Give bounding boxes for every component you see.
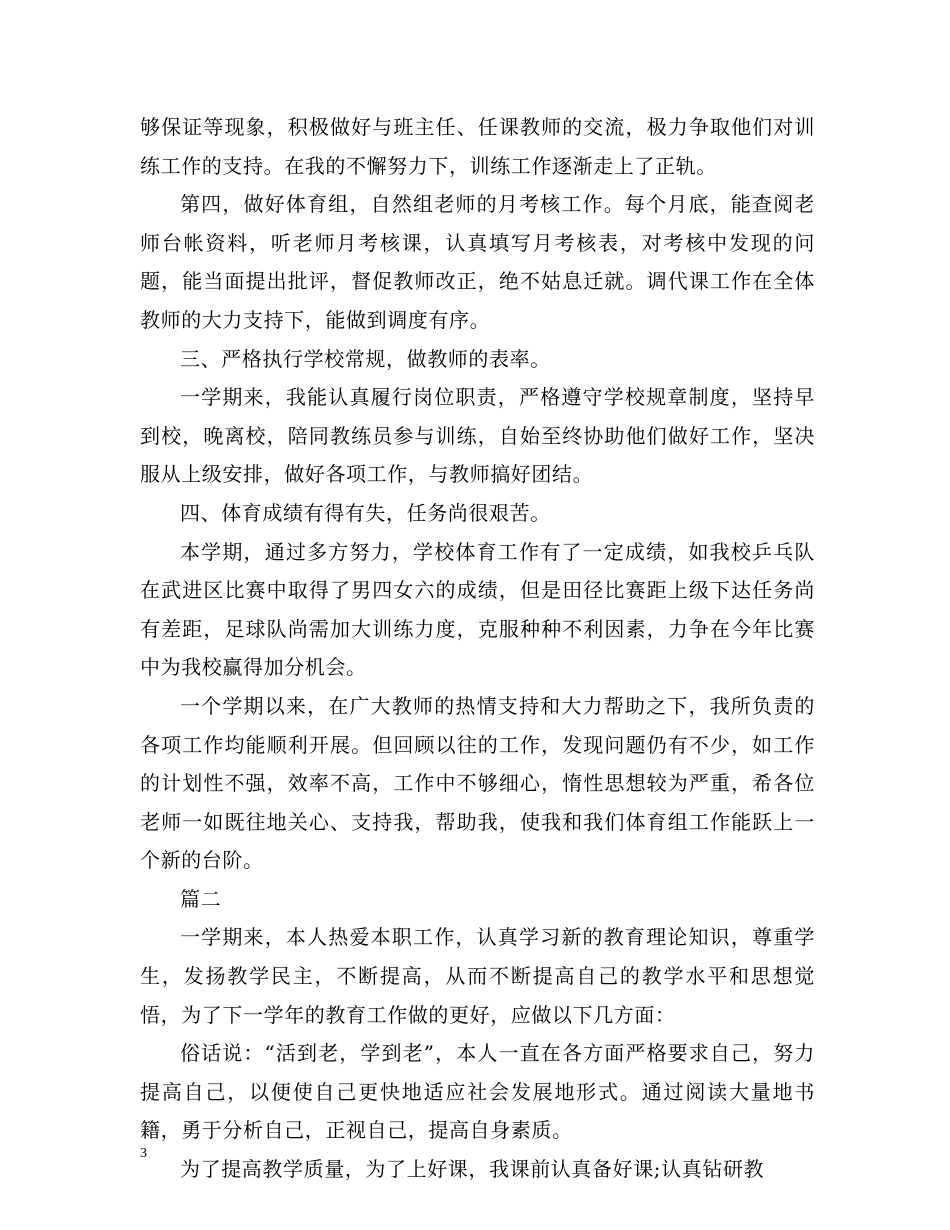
paragraph-6: 本学期，通过多方努力，学校体育工作有了一定成绩，如我校乒乓队在武进区比赛中取得了男四女六的成绩，但是田径比赛距上级下达任务尚有差距，足球队尚需加大训练力度，克服种种不利因素，力争在今年比赛中为我校赢得加分机会。 bbox=[140, 539, 815, 680]
paragraph-11: 为了提高教学质量，为了上好课，我课前认真备好课;认真钻研教 bbox=[180, 1157, 765, 1182]
section-heading-4: 四、体育成绩有得有失，任务尚很艰苦。 bbox=[180, 500, 551, 525]
section-heading-3: 三、严格执行学校常规，做教师的表率。 bbox=[180, 346, 551, 371]
document-body bbox=[140, 108, 815, 1189]
paragraph-7: 一个学期以来，在广大教师的热情支持和大力帮助之下，我所负责的各项工作均能顺利开展。但回顾以往的工作，发现问题仍有不少，如工作的计划性不强，效率不高，工作中不够细心，惰性思想较为严重，希各位老师一如既往地关心、支持我，帮助我，使我和我们体育组工作能跃上一个新的台阶。 bbox=[140, 693, 815, 873]
paragraph-9: 一学期来，本人热爱本职工作，认真学习新的教育理论知识，尊重学生，发扬教学民主，不断提高，从而不断提高自己的教学水平和思想觉悟，为了下一学年的教育工作做的更好，应做以下几方面： bbox=[140, 925, 815, 1027]
page-number: 3 bbox=[140, 1146, 147, 1161]
chapter-heading: 篇二 bbox=[180, 886, 222, 911]
paragraph-2: 第四，做好体育组，自然组老师的月考核工作。每个月底，能查阅老师台帐资料，听老师月考核课，认真填写月考核表，对考核中发现的问题，能当面提出批评，督促教师改正，绝不姑息迁就。调代课工作在全体教师的大力支持下，能做到调度有序。 bbox=[140, 192, 815, 332]
paragraph-4: 一学期来，我能认真履行岗位职责，严格遵守学校规章制度，坚持早到校，晚离校，陪同教练员参与训练，自始至终协助他们做好工作，坚决服从上级安排，做好各项工作，与教师搞好团结。 bbox=[140, 385, 815, 487]
paragraph-1: 够保证等现象，积极做好与班主任、任课教师的交流，极力争取他们对训练工作的支持。在我的不懈努力下，训练工作逐渐走上了正轨。 bbox=[140, 115, 815, 178]
paragraph-10: 俗话说：“活到老，学到老”，本人一直在各方面严格要求自己，努力提高自己，以便使自己更快地适应社会发展地形式。通过阅读大量地书籍，勇于分析自己，正视自己，提高自身素质。 bbox=[140, 1041, 815, 1143]
